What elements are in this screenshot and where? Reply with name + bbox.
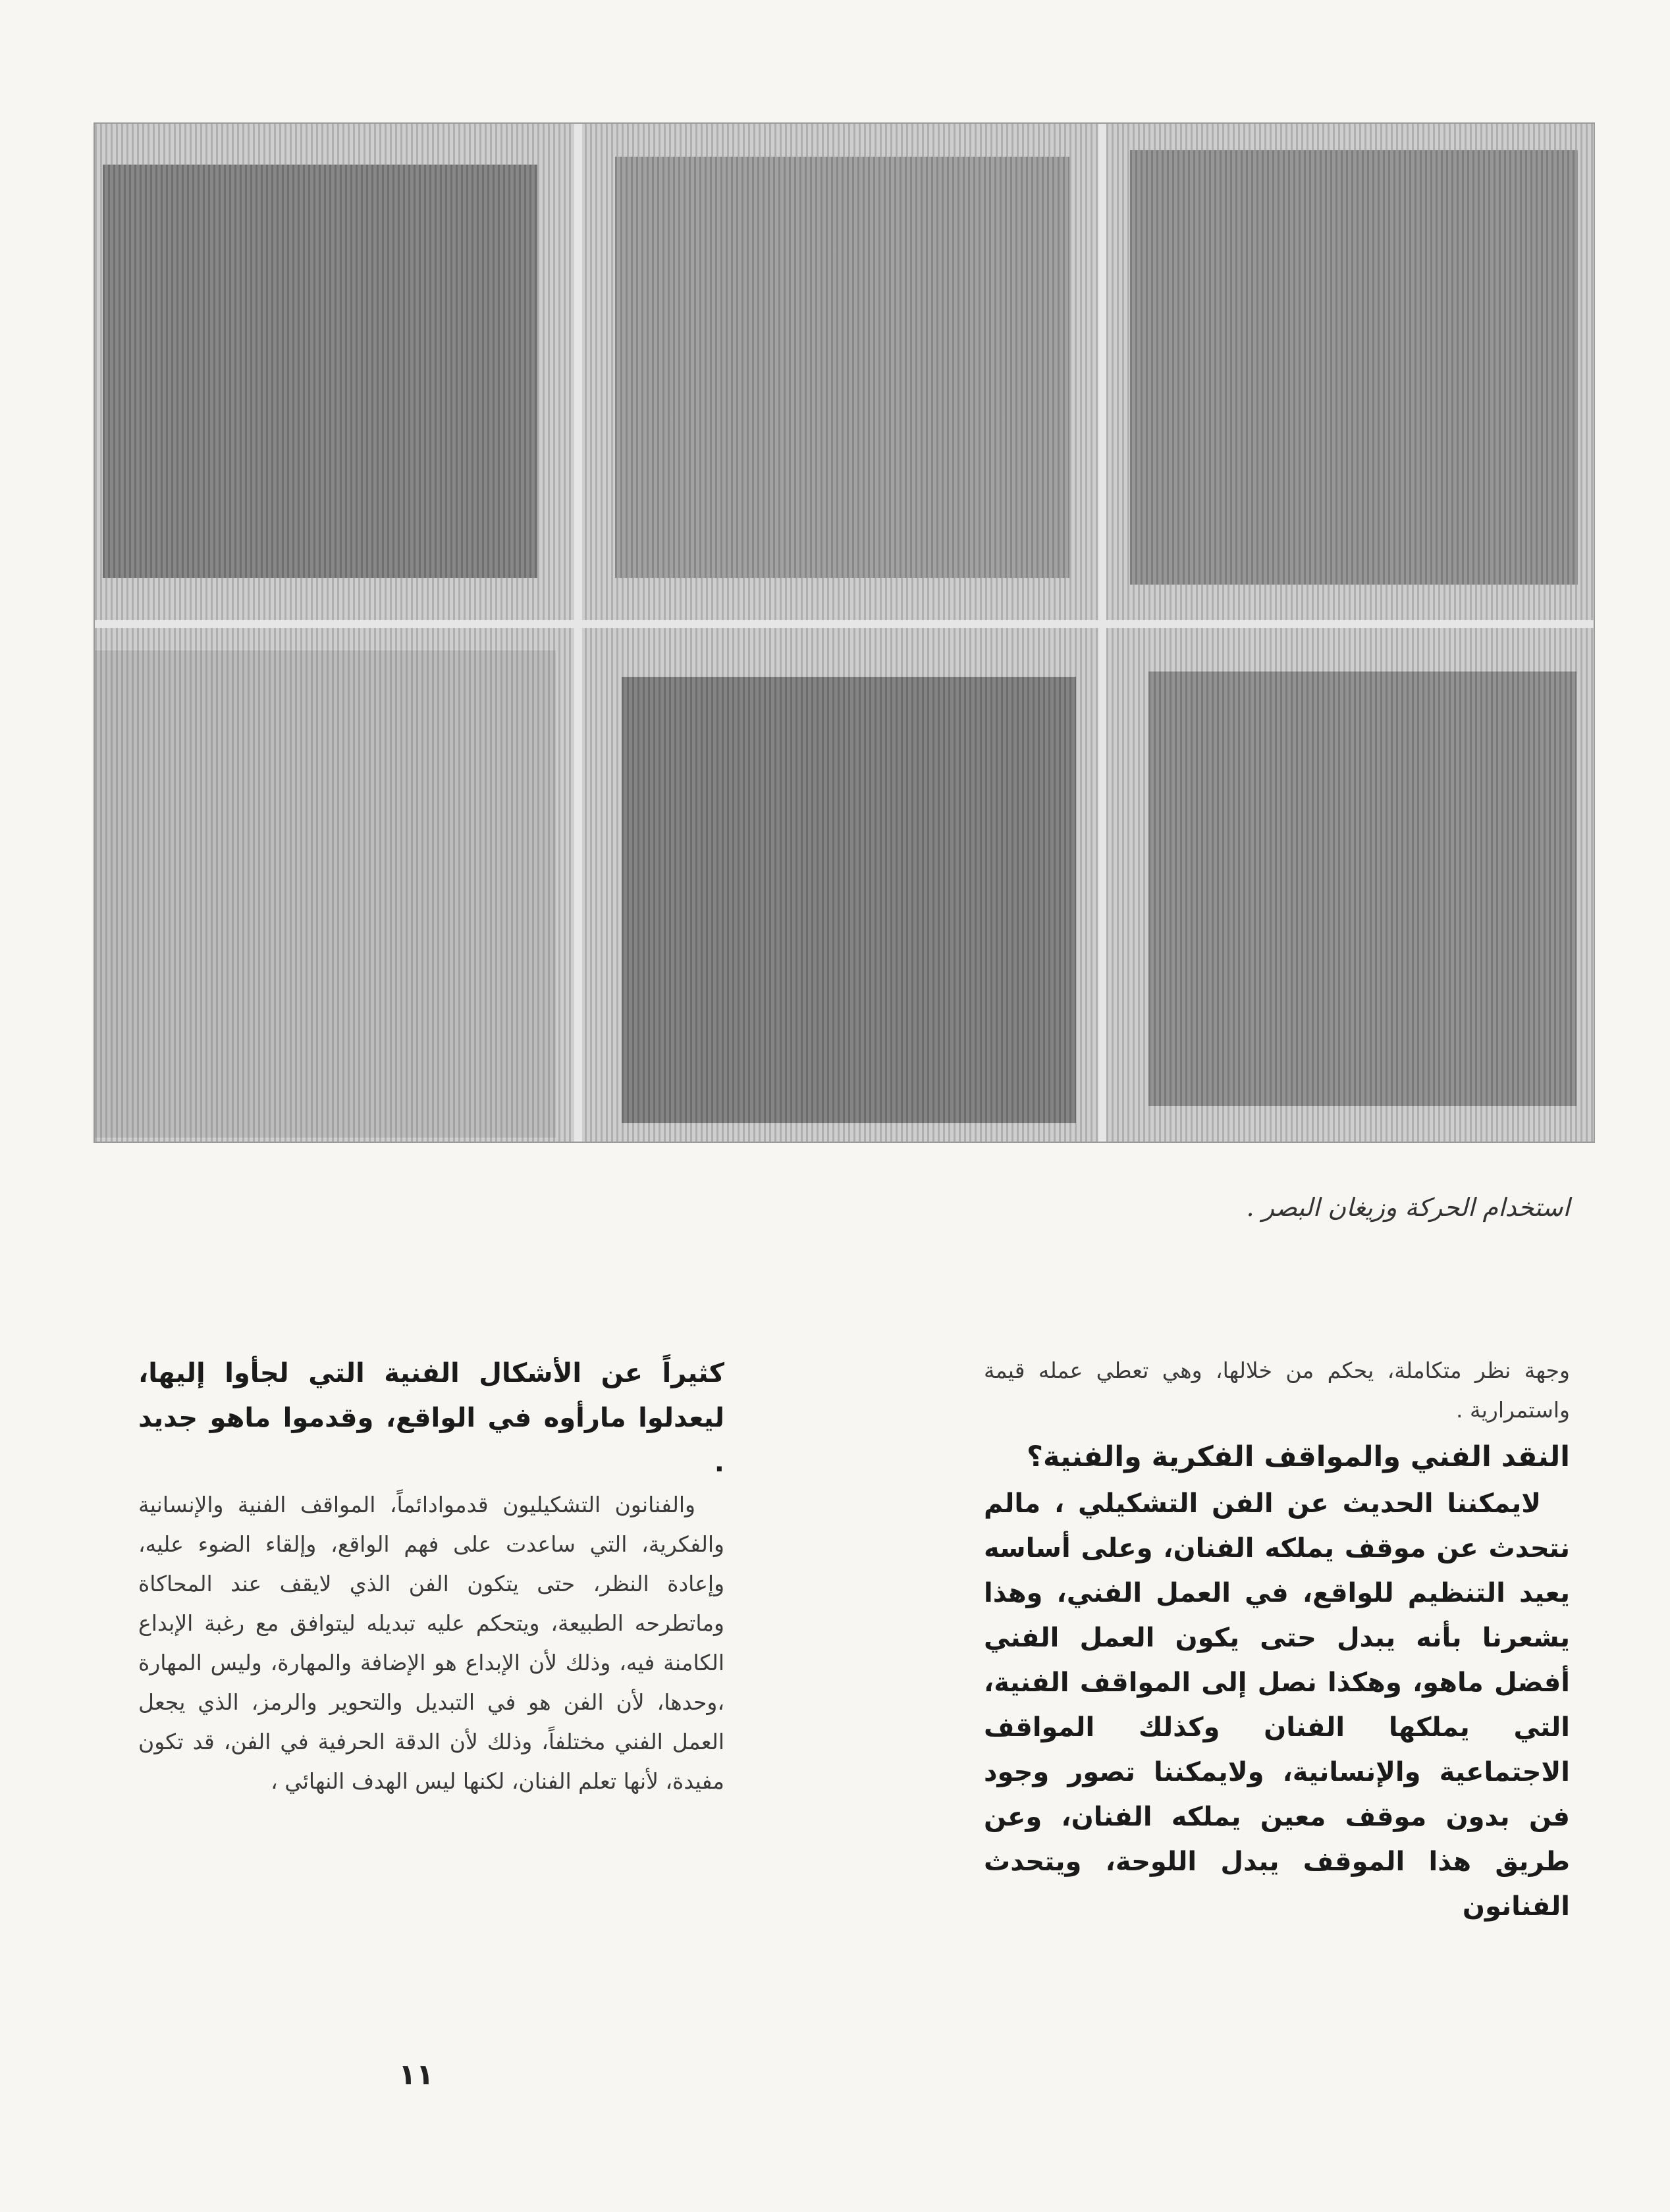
continued-paragraph: كثيراً عن الأشكال الفنية التي لجأوا إليها، ليعدلوا مارأوه في الواقع، وقدموا ماهو جديد . <box>138 1358 724 1478</box>
intro-paragraph: وجهة نظر متكاملة، يحكم من خلالها، وهي تعطي عمله قيمة واستمرارية . <box>984 1357 1570 1423</box>
artwork-panel <box>622 677 1076 1123</box>
artwork-panel <box>103 165 537 578</box>
artwork-panel <box>1148 672 1576 1106</box>
artwork-photo <box>94 122 1595 1143</box>
body-paragraph: والفنانون التشكيليون قدموادائماً، المواقف الفنية والإنسانية والفكرية، التي ساعدت على فهم الواقع، وإلقاء الضوء عليه، وإعادة النظر، حتى يتكون الفن الذي لايقف عند المحاكاة وماتطرحه الطبيعة، ويتحكم عليه تبديله ليتوافق مع رغبة الإبداع الكامنة فيه، وذلك لأن الإبداع هو الإضافة والمهارة، وليس المهارة ،وحدها، لأن الفن هو في التبديل والتحوير والرمز، الذي يجعل العمل الفني مختلفاً، وذلك لأن الدقة الحرفية في الفن، قد تكون مفيدة، لأنها تعلم الفنان، لكنها ليس الهدف النهائي ، <box>138 1492 724 1794</box>
section-heading: النقد الفني والمواقف الفكرية والفنية؟ <box>1027 1440 1570 1473</box>
artwork-divider <box>95 620 1594 628</box>
artwork-divider <box>574 124 582 1142</box>
artwork-panel <box>95 650 556 1138</box>
figure-caption: استخدام الحركة وزيغان البصر . <box>1246 1193 1570 1222</box>
artwork-panel <box>615 157 1069 578</box>
artwork-panel <box>1130 150 1578 585</box>
right-column <box>984 1351 1570 1929</box>
left-column <box>138 1351 724 1801</box>
body-paragraph: لايمكننا الحديث عن الفن التشكيلي ، مالم نتحدث عن موقف يملكه الفنان، وعلى أساسه يعيد التنظيم للواقع، في العمل الفني، وهذا يشعرنا بأنه يبدل حتى يكون العمل الفني أفضل ماهو، وهكذا نصل إلى المواقف الفنية، التي يملكها الفنان وكذلك المواقف الاجتماعية والإنسانية، ولايمكننا تصور وجود فن بدون موقف معين يملكه الفنان، وعن طريق هذا الموقف يبدل اللوحة، ويتحدث الفنانون <box>984 1488 1570 1922</box>
artwork-divider <box>1098 124 1106 1142</box>
page-number: ١١ <box>398 2058 434 2092</box>
